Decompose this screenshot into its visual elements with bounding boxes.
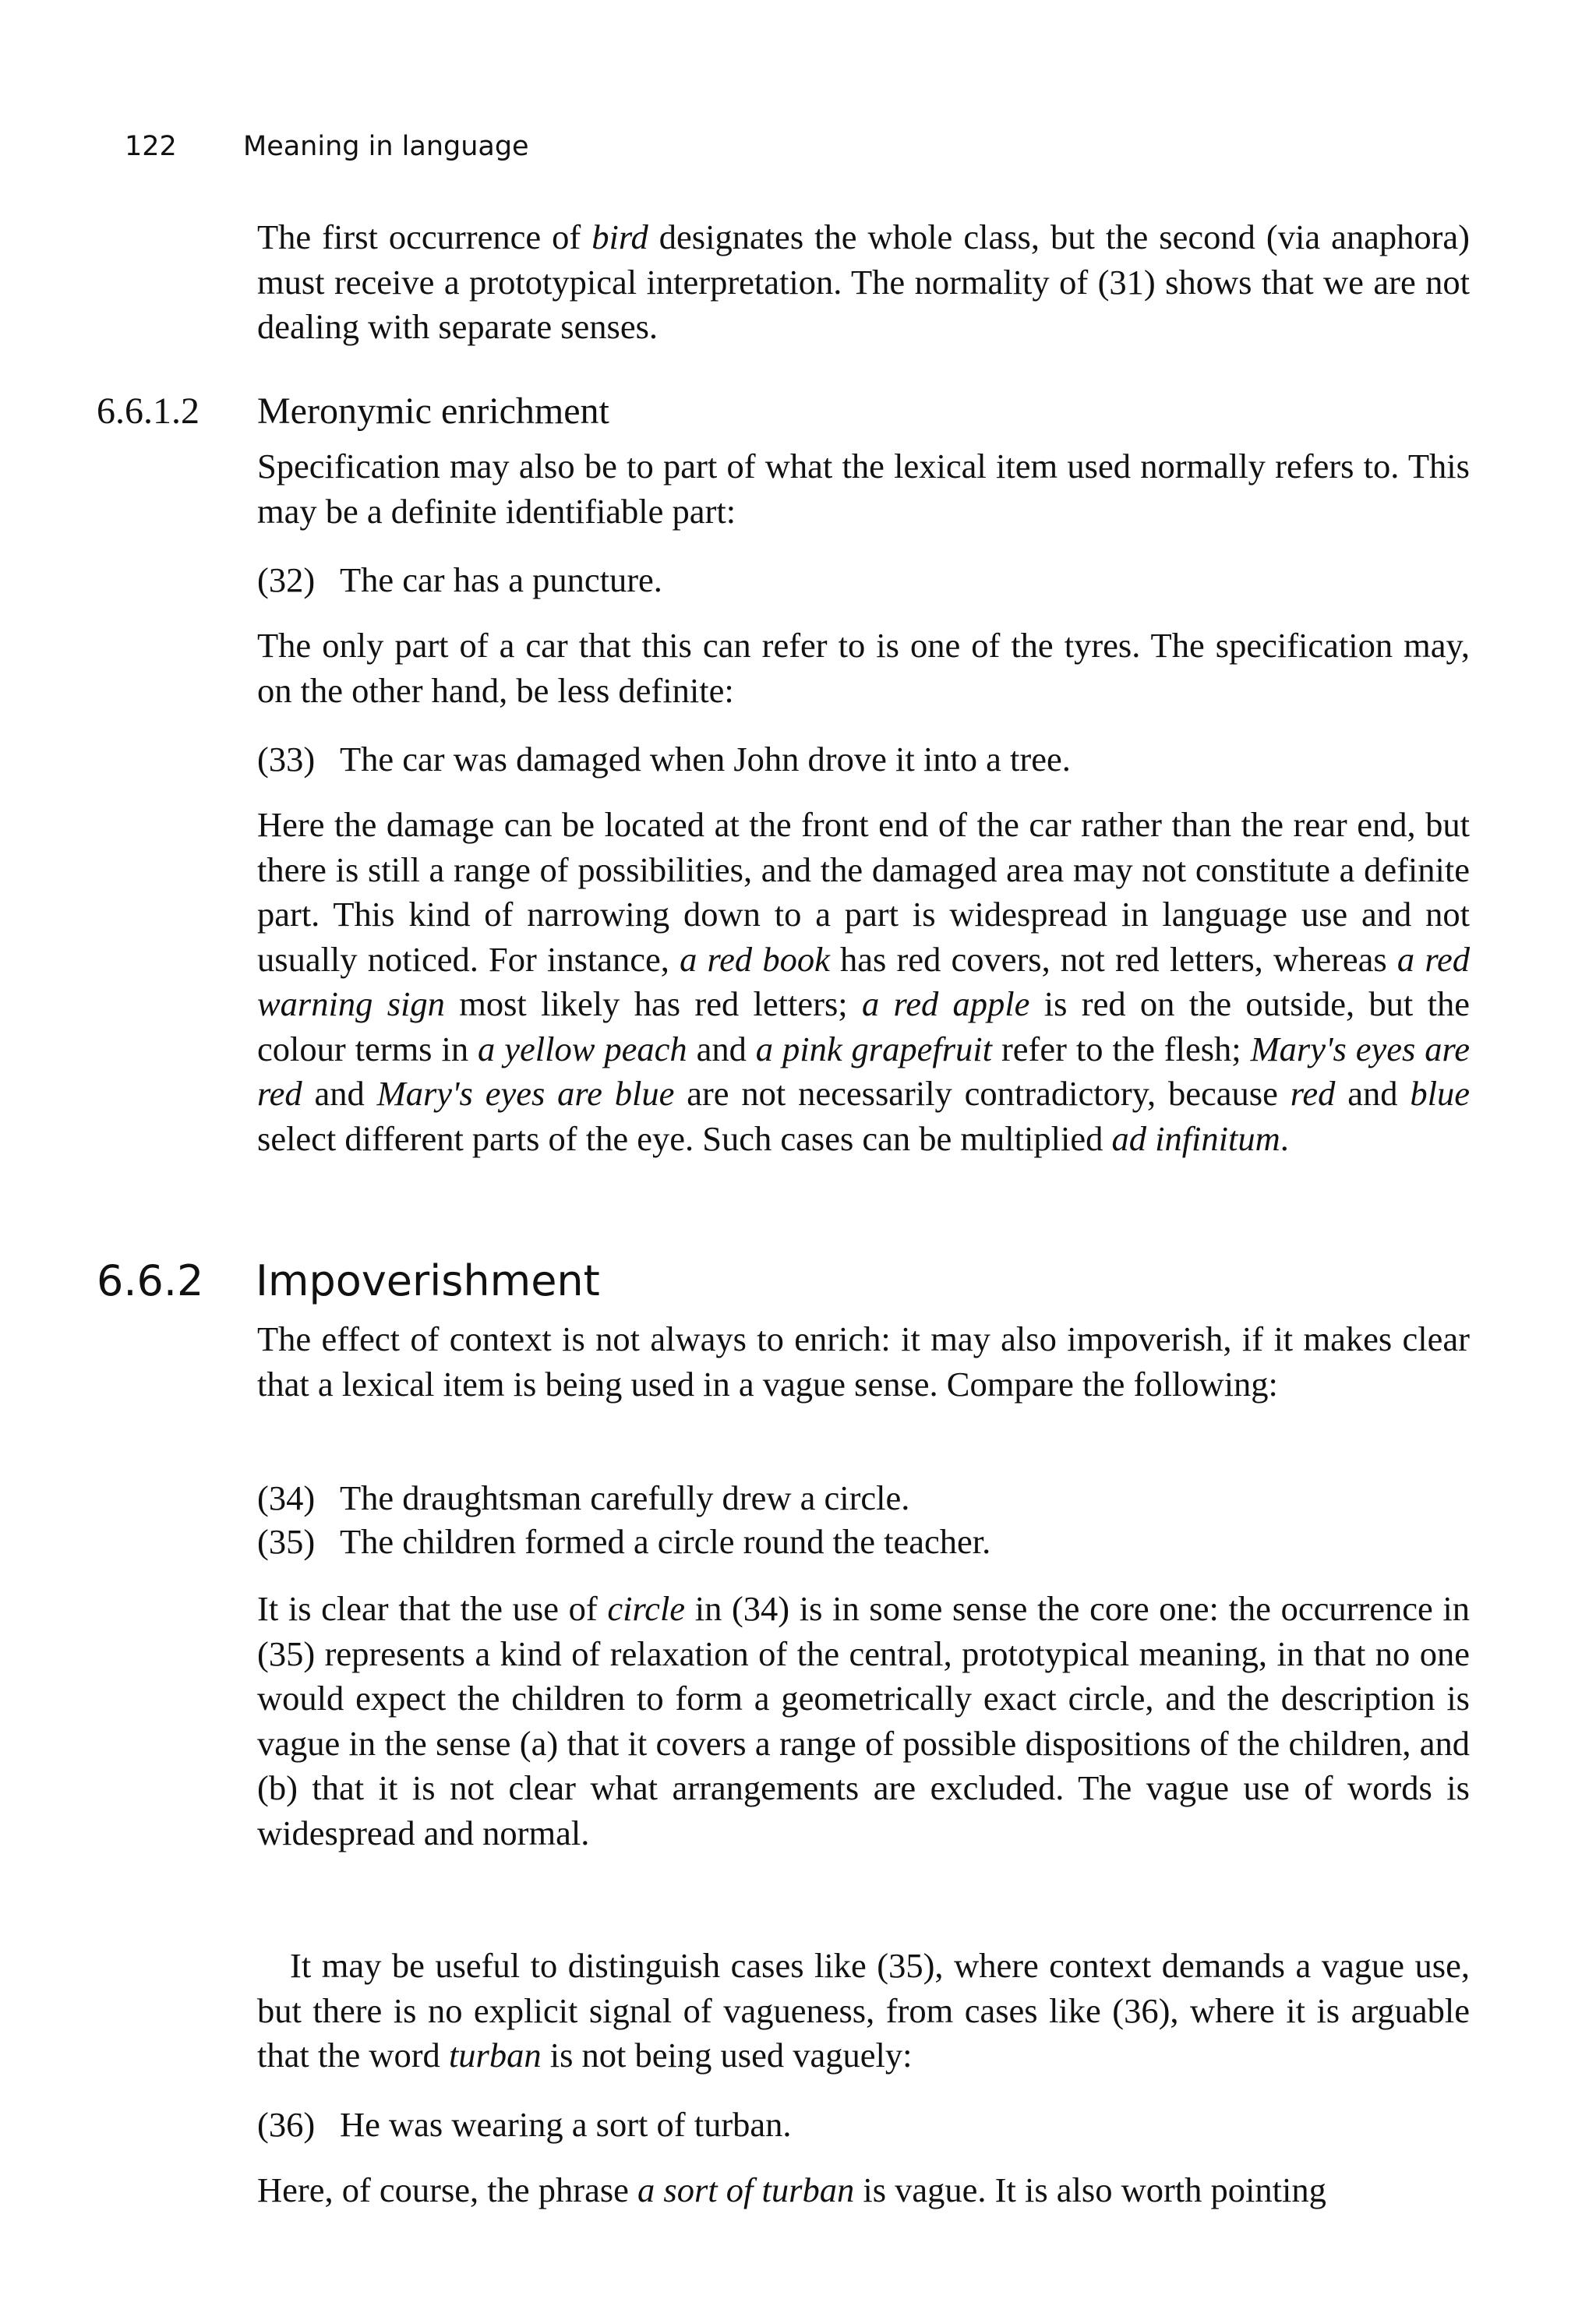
italic-term: Mary's eyes are blue xyxy=(376,1074,675,1113)
italic-term: blue xyxy=(1410,1074,1470,1113)
example-36 xyxy=(257,2104,792,2145)
text: . xyxy=(1280,1118,1289,1158)
text: in (34) is in some sense the core one: the occurrence in (35) represents a kind of relaxation of the central, prototypical meaning, in that no one would expect the children to form a geometrically exact circle, and the description is vague in the sense (a) that it covers a range of possible dispositions of the children, and (b) that it is not clear what arrangements are excluded. The vague use of words is widespread and normal. xyxy=(257,1589,1471,1852)
paragraph-1 xyxy=(257,215,1470,350)
section-number: 6.6.2 xyxy=(97,1256,204,1305)
text: are not necessarily contradictory, because xyxy=(674,1074,1291,1113)
paragraph-6 xyxy=(257,1587,1470,1856)
paragraph-2 xyxy=(257,444,1470,534)
page-number: 122 xyxy=(125,131,177,162)
italic-term: a pink grapefruit xyxy=(755,1029,993,1068)
text: has red covers, not red letters, whereas xyxy=(829,939,1397,979)
text: most likely has red letters; xyxy=(444,984,862,1023)
subsection-heading xyxy=(97,390,609,433)
text: refer to the flesh; xyxy=(992,1029,1251,1068)
section-heading xyxy=(97,1256,600,1305)
italic-term: bird xyxy=(591,217,648,256)
running-head xyxy=(125,131,529,162)
example-text: The children formed a circle round the teacher. xyxy=(340,1522,991,1561)
italic-term: a yellow peach xyxy=(478,1029,687,1068)
text: The first occurrence of xyxy=(257,217,592,256)
text: and xyxy=(302,1074,377,1113)
example-33 xyxy=(257,739,1071,779)
paragraph-3 xyxy=(257,623,1470,713)
italic-term: ad infinitum xyxy=(1111,1118,1280,1158)
example-number: (36) xyxy=(257,2105,316,2144)
text: Here, of course, the phrase xyxy=(257,2170,638,2209)
italic-term: a red warning sign xyxy=(257,939,1471,1023)
example-text: The car has a puncture. xyxy=(340,560,662,599)
italic-term: a red book xyxy=(680,939,830,979)
text: It may be useful to distinguish cases like (35), where context demands a vague use, but there is no explicit signal of vagueness, from cases like (36), where it is arguable that the word xyxy=(257,1946,1470,2075)
text: and xyxy=(687,1029,756,1068)
text: Here the damage can be located at the front end of the car rather than the rear end, but there is still a range of possibilities, and the damaged area may not constitute a definite part. This kind of narrowing down to a part is widespread in language use and not usually noticed. For instance, xyxy=(257,805,1470,979)
example-32 xyxy=(257,560,662,600)
italic-term: turban xyxy=(448,2036,542,2075)
text: select different parts of the eye. Such cases can be multiplied xyxy=(257,1118,1112,1158)
text: It is clear that the use of xyxy=(257,1589,608,1628)
subsection-title: Meronymic enrichment xyxy=(257,390,609,432)
example-number: (32) xyxy=(257,560,316,599)
section-title: Impoverishment xyxy=(256,1256,600,1305)
paragraph-4 xyxy=(257,803,1470,1161)
example-34 xyxy=(257,1478,909,1518)
italic-term: a red apple xyxy=(861,984,1030,1023)
example-number: (35) xyxy=(257,1522,316,1561)
example-35 xyxy=(257,1521,990,1562)
subsection-number: 6.6.1.2 xyxy=(97,390,200,432)
paragraph-5 xyxy=(257,1317,1470,1407)
text: designates the whole class, but the second (via anaphora) must receive a prototypical interpretation. The normality of (31) shows that we are not dealing with separate senses. xyxy=(257,217,1470,346)
italic-term: circle xyxy=(607,1589,686,1628)
text: The only part of a car that this can refer to is one of the tyres. The specification may, on the other hand, be less definite: xyxy=(257,626,1470,710)
example-text: The car was damaged when John drove it into a tree. xyxy=(340,740,1071,779)
text: Specification may also be to part of what the lexical item used normally refers to. This may be a definite identifiable part: xyxy=(257,447,1470,531)
italic-term: red xyxy=(1290,1074,1336,1113)
example-text: He was wearing a sort of turban. xyxy=(340,2105,792,2144)
text: The effect of context is not always to enrich: it may also impoverish, if it makes clear that a lexical item is being used in a vague sense. Compare the following: xyxy=(257,1319,1470,1404)
italic-term: a sort of turban xyxy=(637,2170,855,2209)
italic-term: Mary's eyes are red xyxy=(257,1029,1470,1113)
text: and xyxy=(1335,1074,1411,1113)
example-number: (34) xyxy=(257,1478,316,1517)
paragraph-7 xyxy=(257,1944,1470,2078)
running-head-title: Meaning in language xyxy=(243,131,529,162)
text: is vague. It is also worth pointing xyxy=(854,2170,1326,2209)
example-text: The draughtsman carefully drew a circle. xyxy=(340,1478,910,1517)
paragraph-8 xyxy=(257,2168,1470,2213)
text: is not being used vaguely: xyxy=(541,2036,913,2075)
text: is red on the outside, but the colour terms in xyxy=(257,984,1470,1068)
example-number: (33) xyxy=(257,740,316,779)
